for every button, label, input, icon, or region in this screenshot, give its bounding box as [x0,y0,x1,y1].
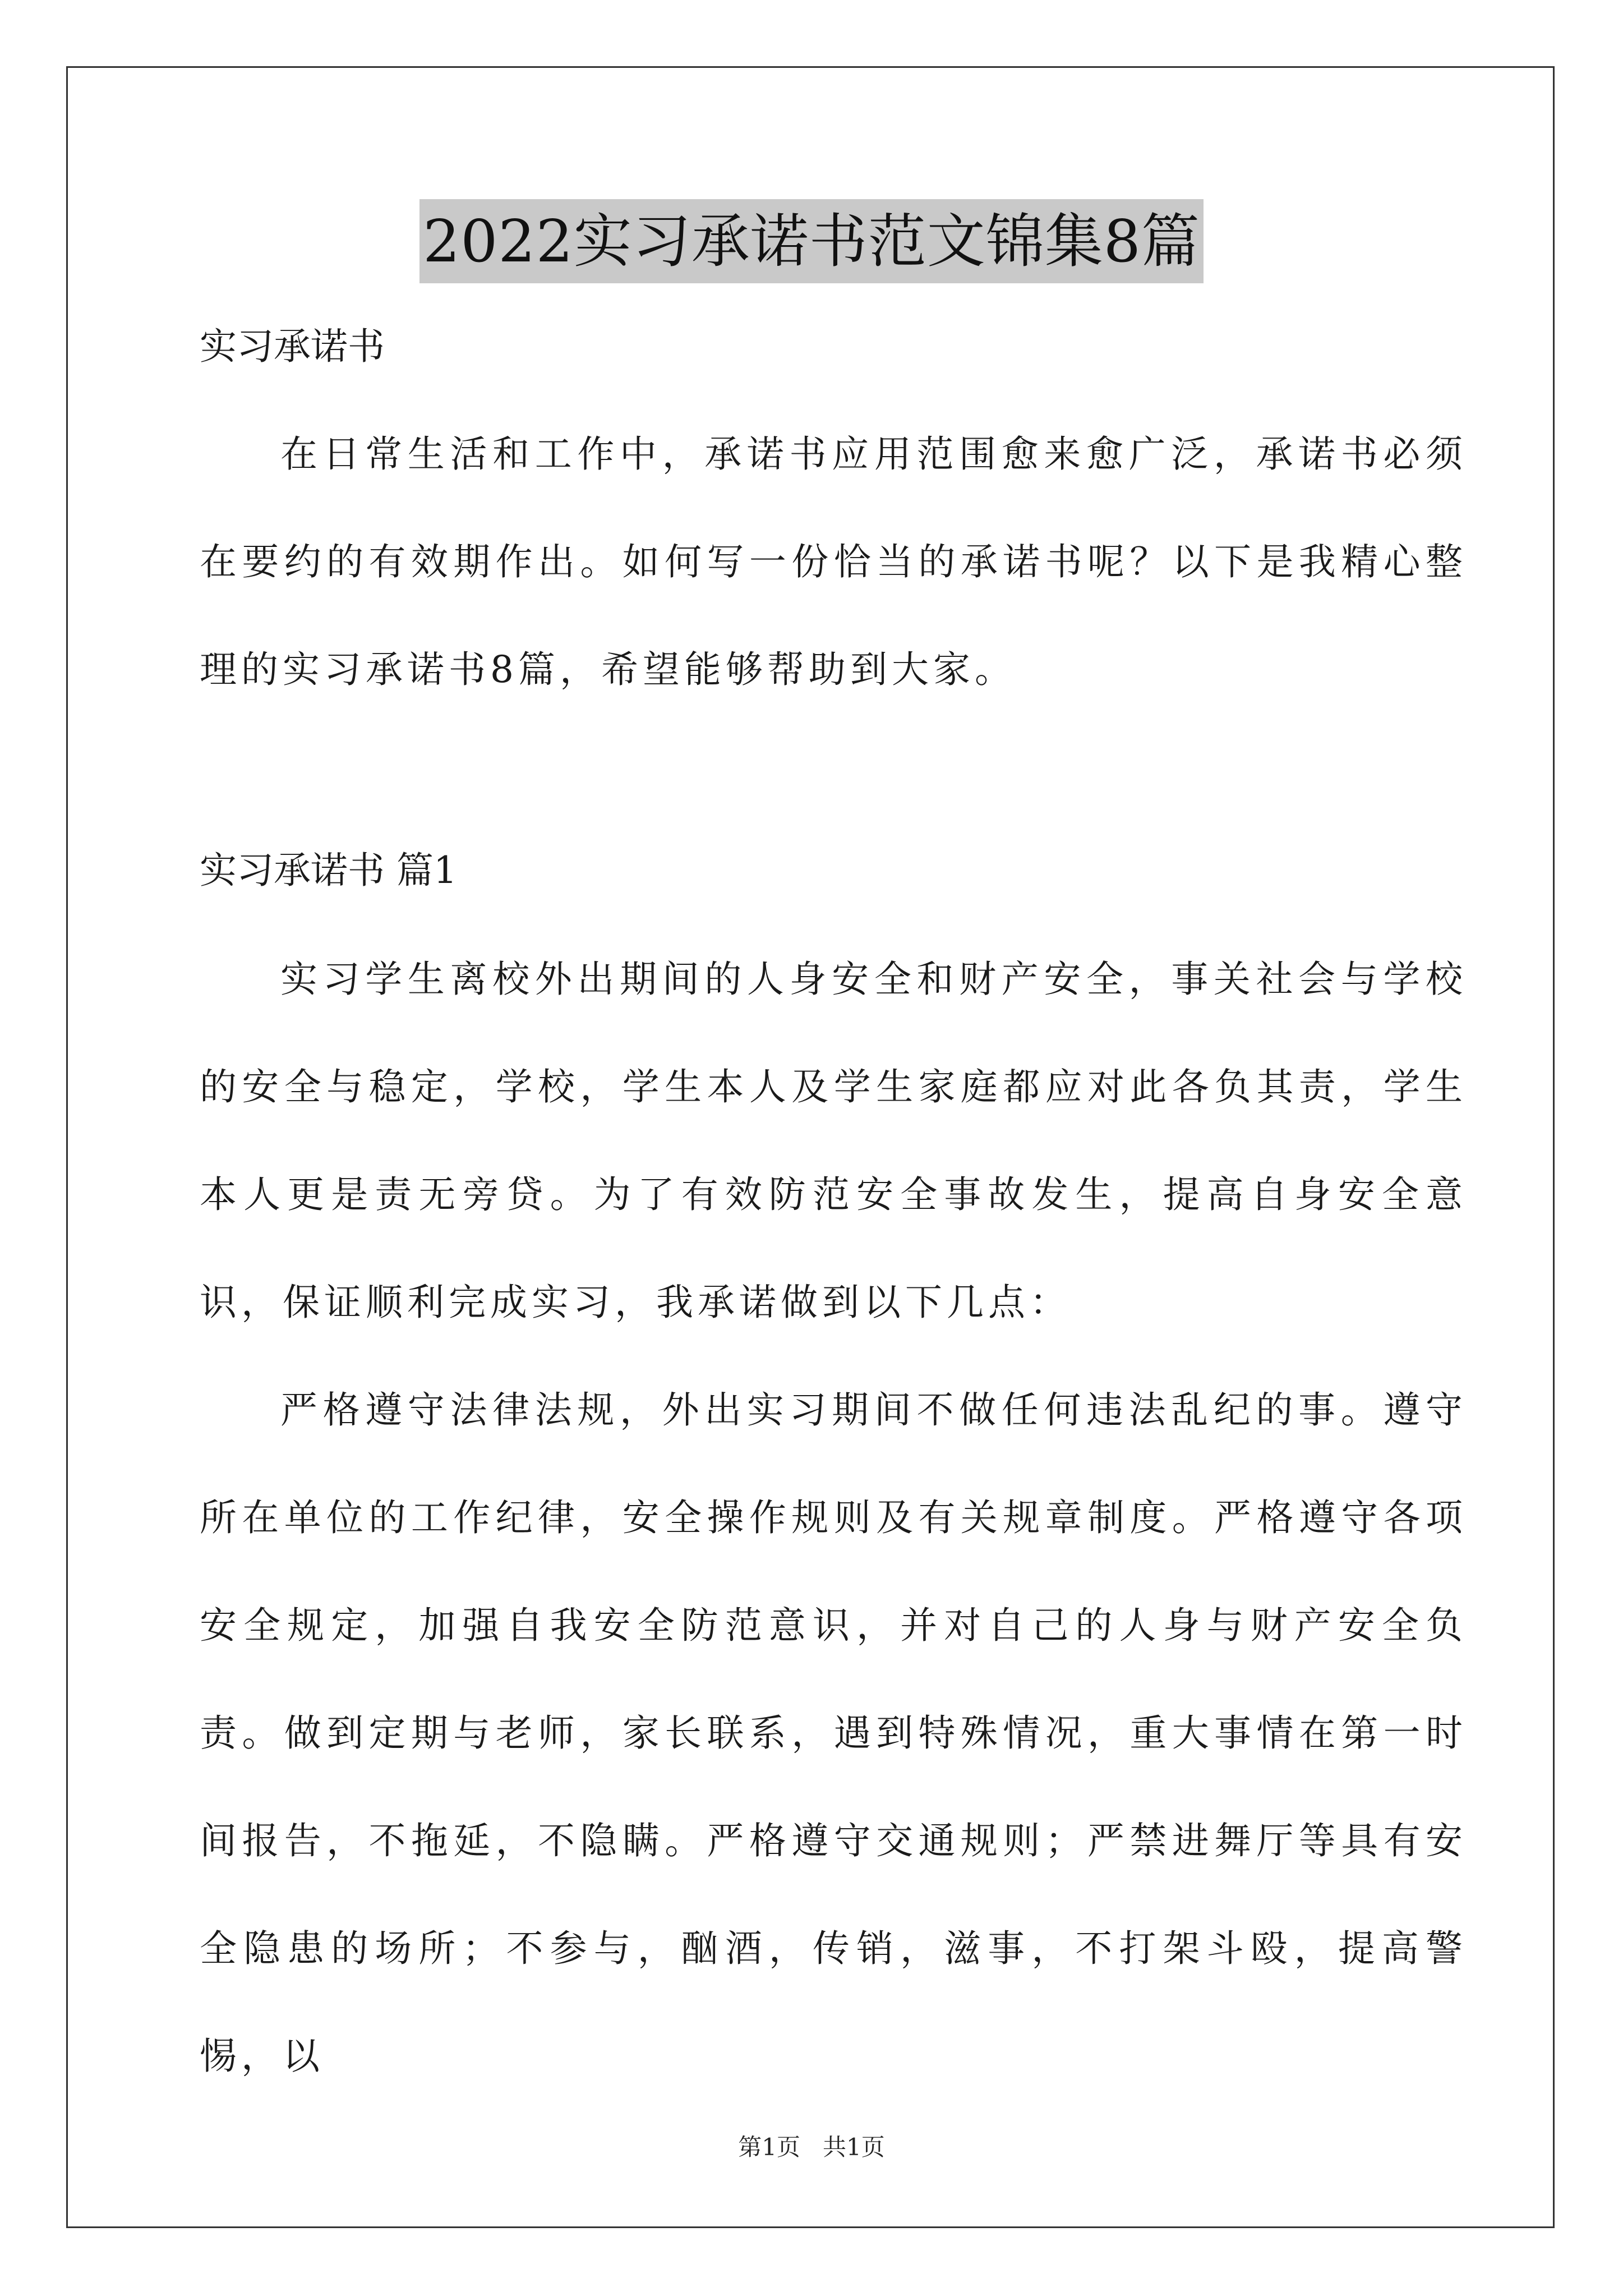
paragraph: 实习学生离校外出期间的人身安全和财产安全，事关社会与学校的安全与稳定，学校，学生本人及学生家庭都应对此各负其责，学生本人更是责无旁贷。为了有效防范安全事故发生，提高自身安全意识，保证顺利完成实习，我承诺做到以下几点： [200,958,1467,1324]
paragraph: 在日常生活和工作中，承诺书应用范围愈来愈广泛，承诺书必须在要约的有效期作出。如何写一份恰当的承诺书呢？以下是我精心整理的实习承诺书8篇，希望能够帮助到大家。 [200,432,1467,691]
document-body [200,297,1467,2110]
section-heading: 实习承诺书 篇1 [200,849,457,892]
title-wrap [0,199,1623,283]
section-heading: 实习承诺书 [200,325,385,368]
page-footer: 第1页 共1页 [738,2133,885,2161]
document-title: 2022实习承诺书范文锦集8篇 [419,199,1204,283]
paragraph: 严格遵守法律法规，外出实习期间不做任何违法乱纪的事。遵守所在单位的工作纪律，安全操作规则及有关规章制度。严格遵守各项安全规定，加强自我安全防范意识，并对自己的人身与财产安全负责。做到定期与老师，家长联系，遇到特殊情况，重大事情在第一时间报告，不拖延，不隐瞒。严格遵守交通规则；严禁进舞厅等具有安全隐患的场所；不参与，酗酒，传销，滋事，不打架斗殴，提高警惕，以 [200,1388,1467,2078]
